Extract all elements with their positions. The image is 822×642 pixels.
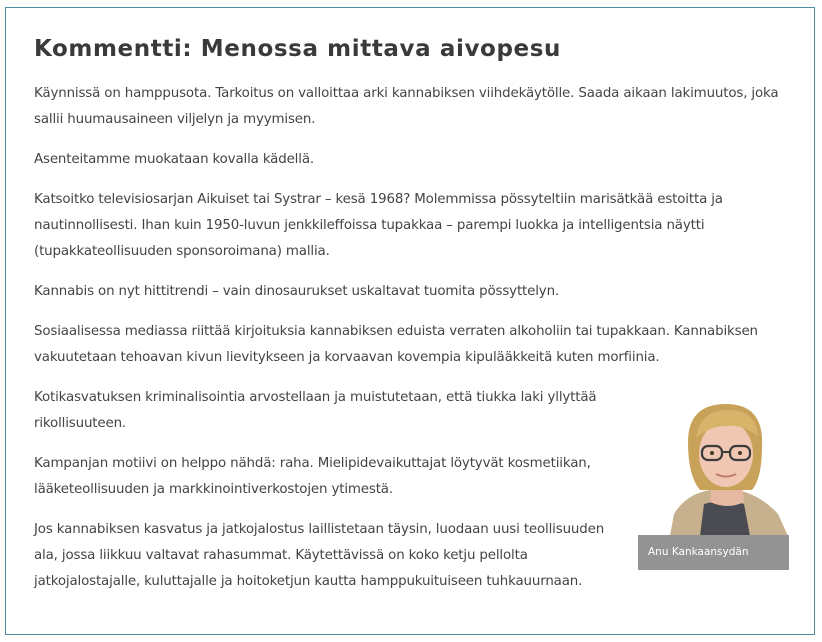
article-paragraph: Asenteitamme muokataan kovalla kädellä. (34, 152, 314, 167)
article-paragraph: Kampanjan motiivi on helppo nähdä: raha. Mielipidevaikuttajat löytyvät kosmetiikan, lääketeollisuuden ja markkinointiverkostojen ytimestä. (34, 456, 591, 497)
article-paragraph: Kotikasvatuksen kriminalisointia arvostellaan ja muistutetaan, että tiukka laki yllyttää rikollisuuteen. (34, 390, 597, 431)
article-frame (5, 7, 815, 635)
article-paragraph: Katsoitko televisiosarjan Aikuiset tai Systrar – kesä 1968? Molemmissa pössyteltiin marisätkää estoitta ja nautinnollisesti. Ihan kuin 1950-luvun jenkkileffoissa tupakkaa – parempi luokka ja intelligentsia näytti (tupakkateollisuuden sponsoroimana) mallia. (34, 192, 723, 259)
author-photo-caption: Anu Kankaansydän (638, 535, 789, 570)
author-photo (638, 386, 789, 536)
article-paragraph: Käynnissä on hamppusota. Tarkoitus on valloittaa arki kannabiksen viihdekäytölle. Saada aikaan lakimuutos, joka sallii huumausaineen viljelyn ja myymisen. (34, 86, 779, 127)
article-title: Kommentti: Menossa mittava aivopesu (34, 36, 561, 62)
author-photo-block (638, 386, 789, 570)
author-portrait-image (638, 386, 789, 536)
article-paragraph: Kannabis on nyt hittitrendi – vain dinosaurukset uskaltavat tuomita pössyttelyn. (34, 284, 560, 299)
article-paragraph: Jos kannabiksen kasvatus ja jatkojalostus laillistetaan täysin, luodaan uusi teollisuuden ala, jossa liikkuu valtavat rahasummat. Käytettävissä on koko ketju pellolta jatkojalostajalle, kuluttajalle ja hoitoketjun kautta hamppukuituiseen tuhkauurnaan. (34, 522, 605, 589)
article-paragraph: Sosiaalisessa mediassa riittää kirjoituksia kannabiksen eduista verraten alkoholiin tai tupakkaan. Kannabiksen vakuutetaan tehoavan kivun lievitykseen ja korvaavan kovempia kipulääkkeitä kuten morfiinia. (34, 324, 758, 365)
